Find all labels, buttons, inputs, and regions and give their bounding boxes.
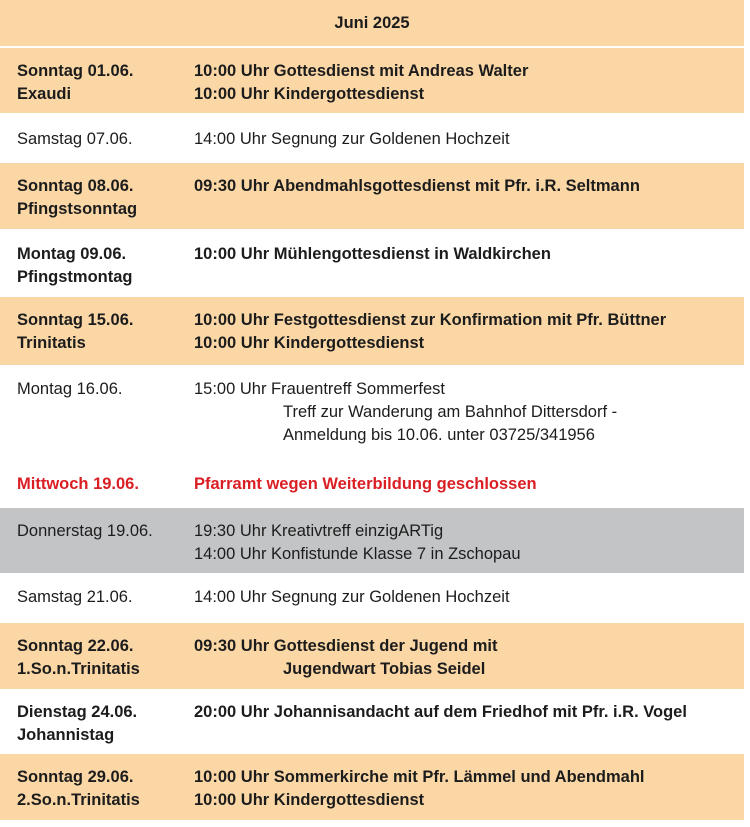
date-label: Samstag 07.06. (17, 130, 133, 148)
event-date (17, 309, 133, 355)
event-row (0, 462, 744, 507)
liturgical-day-label: Pfingstmontag (17, 268, 133, 286)
event-text: 10:00 Uhr Kindergottesdienst (194, 85, 425, 103)
date-label: Sonntag 08.06. (17, 177, 134, 195)
event-row (0, 508, 744, 573)
event-text: 10:00 Uhr Festgottesdienst zur Konfirmation mit Pfr. Büttner (194, 311, 667, 329)
event-row (0, 365, 744, 462)
event-list (194, 701, 687, 724)
event-list (194, 60, 528, 106)
event-text: 10:00 Uhr Kindergottesdienst (194, 791, 425, 809)
event-text: Jugendwart Tobias Seidel (283, 660, 486, 678)
liturgical-day-label: 1.So.n.Trinitatis (17, 660, 140, 678)
event-row (0, 623, 744, 689)
date-label: Sonntag 22.06. (17, 637, 134, 655)
event-text: Treff zur Wanderung am Bahnhof Dittersdorf - (283, 403, 618, 421)
event-date (17, 473, 139, 496)
event-row (0, 689, 744, 754)
event-row (0, 231, 744, 295)
event-text: 10:00 Uhr Kindergottesdienst (194, 334, 425, 352)
event-text: Pfarramt wegen Weiterbildung geschlossen (194, 475, 537, 493)
event-text: 14:00 Uhr Segnung zur Goldenen Hochzeit (194, 130, 510, 148)
event-text: 20:00 Uhr Johannisandacht auf dem Friedhof mit Pfr. i.R. Vogel (194, 703, 687, 721)
event-list (194, 175, 640, 198)
liturgical-day-label: Trinitatis (17, 334, 86, 352)
event-row (0, 573, 744, 623)
event-row (0, 163, 744, 229)
event-date (17, 766, 140, 812)
event-list (194, 766, 645, 812)
event-list (194, 378, 617, 447)
date-label: Donnerstag 19.06. (17, 522, 153, 540)
date-label: Montag 09.06. (17, 245, 127, 263)
event-list (194, 243, 551, 266)
liturgical-day-label: Exaudi (17, 85, 72, 103)
month-header: Juni 2025 (0, 0, 744, 46)
event-list (194, 309, 666, 355)
date-label: Sonntag 15.06. (17, 311, 134, 329)
event-date (17, 60, 133, 106)
liturgical-day-label: Pfingstsonntag (17, 200, 138, 218)
event-date (17, 635, 140, 681)
event-text: 14:00 Uhr Segnung zur Goldenen Hochzeit (194, 588, 510, 606)
event-text: 14:00 Uhr Konfistunde Klasse 7 in Zschopau (194, 545, 521, 563)
date-label: Samstag 21.06. (17, 588, 133, 606)
event-text: 10:00 Uhr Sommerkirche mit Pfr. Lämmel und Abendmahl (194, 768, 645, 786)
date-label: Dienstag 24.06. (17, 703, 138, 721)
event-date (17, 175, 137, 221)
event-text: 09:30 Uhr Gottesdienst der Jugend mit (194, 637, 498, 655)
event-date (17, 378, 123, 401)
event-text: 09:30 Uhr Abendmahlsgottesdienst mit Pfr. i.R. Seltmann (194, 177, 640, 195)
date-label: Mittwoch 19.06. (17, 475, 139, 493)
event-date (17, 128, 133, 151)
event-text: 10:00 Uhr Mühlengottesdienst in Waldkirchen (194, 245, 551, 263)
event-list (194, 520, 521, 566)
event-row (0, 115, 744, 163)
event-text: 19:30 Uhr Kreativtreff einzigARTig (194, 522, 444, 540)
event-row (0, 297, 744, 365)
event-row (0, 754, 744, 820)
event-date (17, 243, 133, 289)
event-list (194, 128, 510, 151)
event-row (0, 48, 744, 113)
event-text: 15:00 Uhr Frauentreff Sommerfest (194, 380, 445, 398)
date-label: Montag 16.06. (17, 380, 123, 398)
event-text: Anmeldung bis 10.06. unter 03725/341956 (283, 426, 595, 444)
event-date (17, 701, 137, 747)
event-list (194, 473, 537, 496)
event-list (194, 586, 510, 609)
event-text: 10:00 Uhr Gottesdienst mit Andreas Walter (194, 62, 529, 80)
event-list (194, 635, 497, 681)
liturgical-day-label: Johannistag (17, 726, 115, 744)
liturgical-day-label: 2.So.n.Trinitatis (17, 791, 140, 809)
event-date (17, 586, 133, 609)
date-label: Sonntag 29.06. (17, 768, 134, 786)
date-label: Sonntag 01.06. (17, 62, 134, 80)
event-date (17, 520, 153, 543)
